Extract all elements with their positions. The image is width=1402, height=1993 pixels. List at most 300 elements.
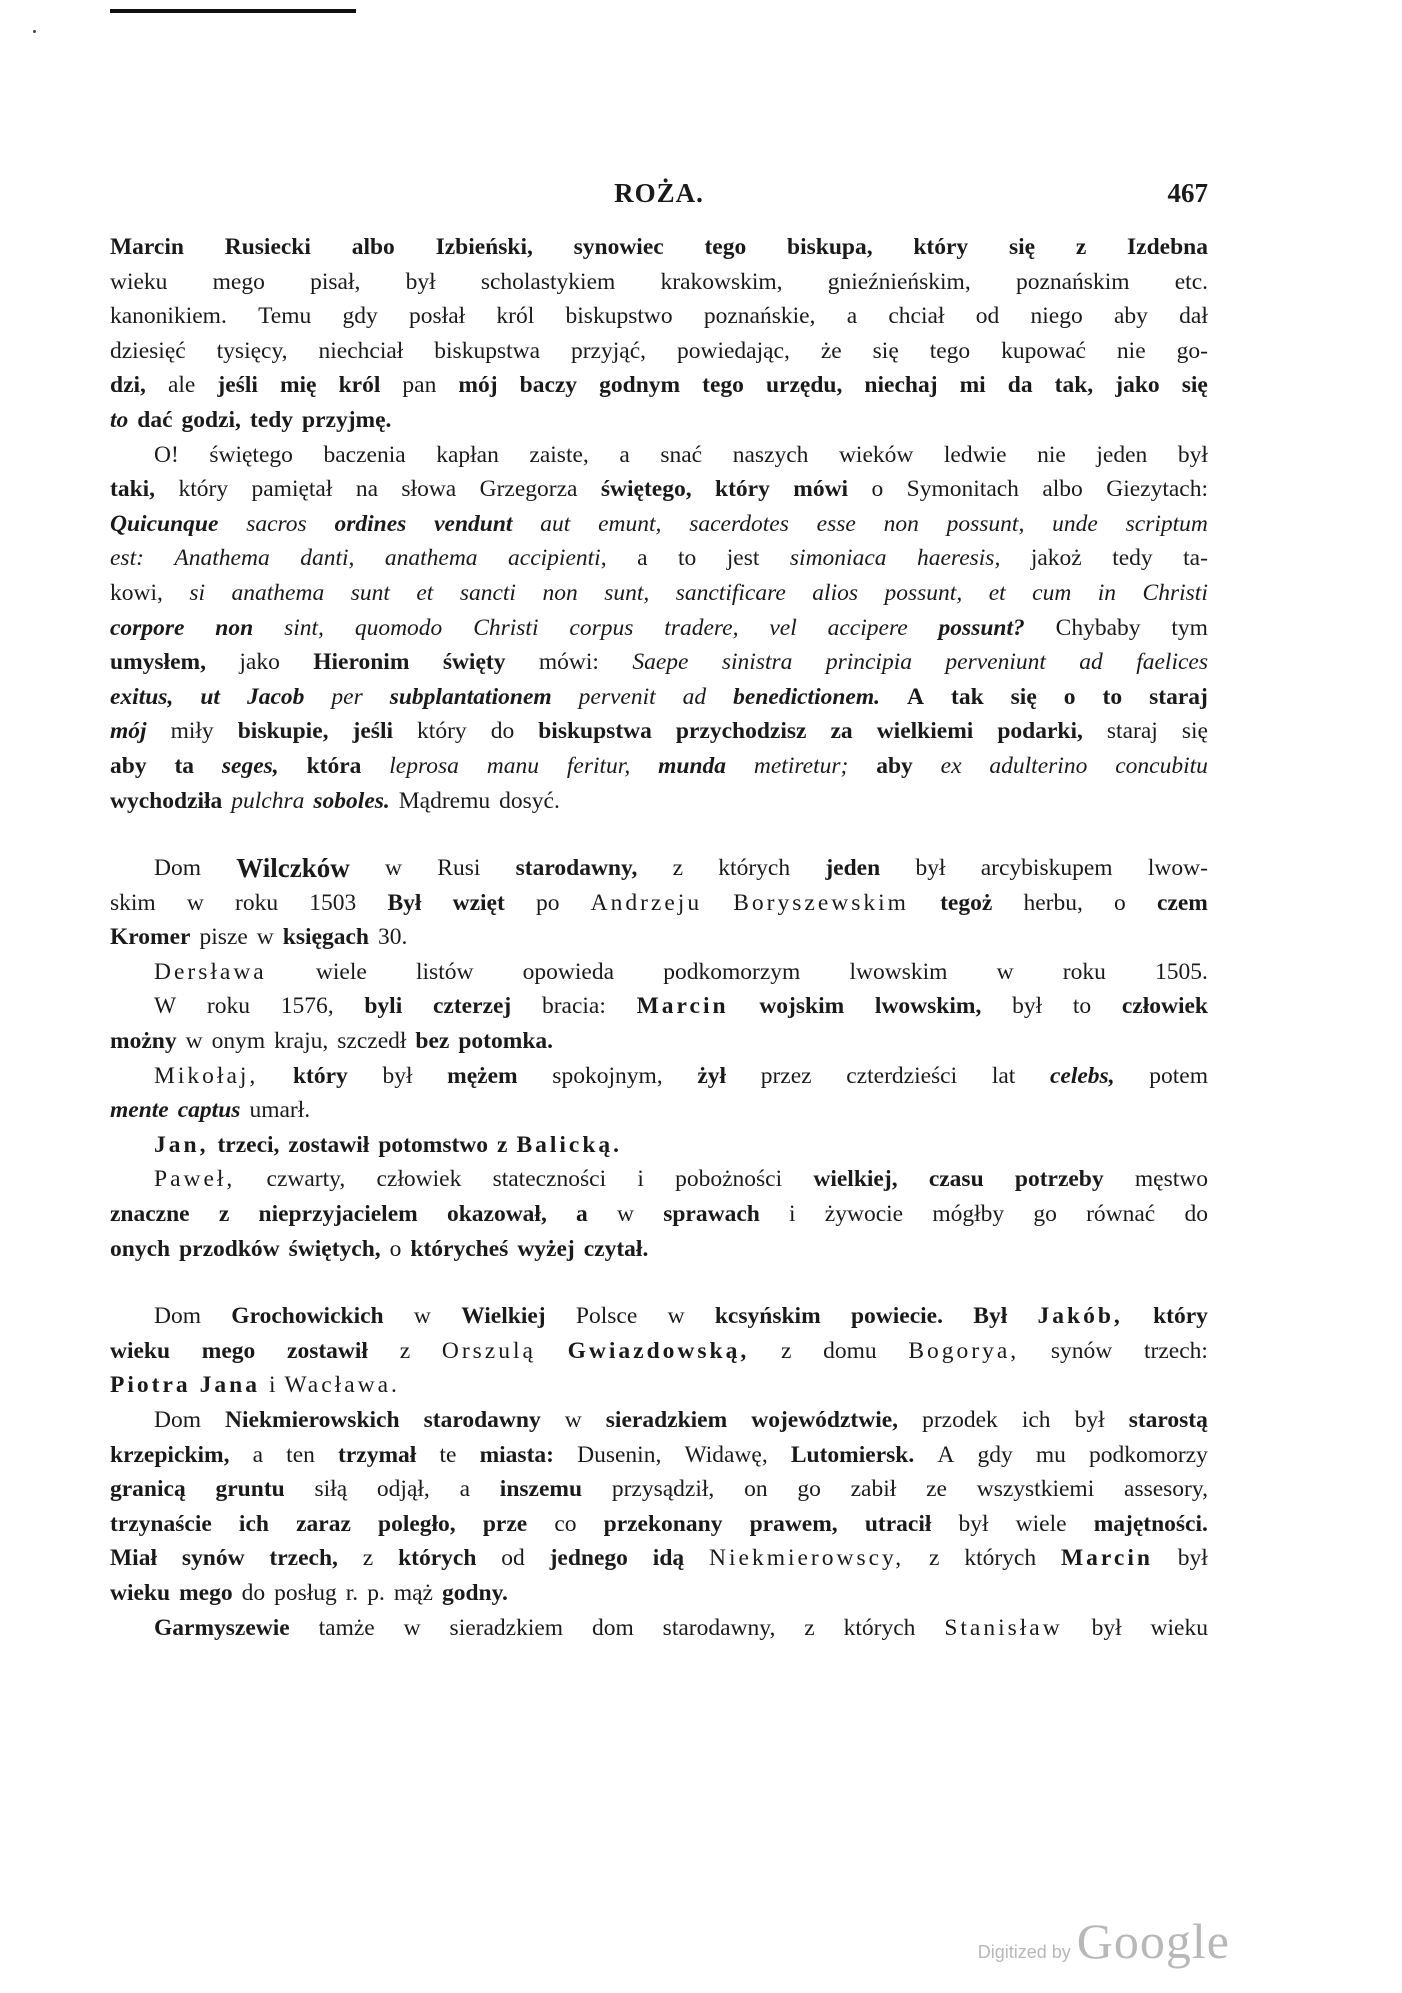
word: et [416,579,434,606]
word: da [1007,372,1033,399]
word: scriptum [1125,510,1208,537]
word: Paweł, [154,1166,236,1193]
text-line [110,1507,1208,1542]
word: captus [177,1097,241,1124]
text-line [110,472,1208,507]
text-line [110,645,1208,680]
word: herbu, [1023,889,1083,916]
word: w [385,855,403,882]
word: jeśli [352,718,394,745]
text-line [110,1611,1208,1646]
word: bracia: [541,993,606,1020]
word: ich [1021,1407,1051,1433]
word: majętności. [1093,1510,1208,1537]
word: anathema [231,579,325,606]
word: tego [929,337,971,364]
word: z [780,1337,792,1364]
word: inszemu [499,1476,583,1503]
word: sieradzkiem [605,1407,728,1433]
word: z [804,1614,815,1641]
word: taki, [110,476,156,503]
word: podkomorzy [1089,1441,1208,1468]
word: wieku [1150,1614,1208,1641]
word: Symonitach [906,476,1019,503]
word: te [439,1441,457,1468]
word: mente [110,1097,169,1124]
text-line [110,680,1208,715]
word: jeden [825,855,881,882]
word: który [178,476,229,503]
word: mego [212,268,265,295]
word: był [915,855,946,882]
word: dać [137,406,173,433]
word: r. [345,1579,359,1606]
page-header [110,178,1208,212]
word: podarki, [997,718,1083,745]
word: ut [200,683,220,710]
word: poznańskim [1015,268,1130,295]
word: accipere [827,614,908,641]
word: baczy [519,372,578,399]
word: wieku [110,1337,171,1364]
word: przodków [179,1235,280,1262]
word: był [1012,993,1043,1020]
word: w [256,924,274,951]
word: sprawach [663,1201,760,1228]
word: sacerdotes [689,510,789,537]
word: Polsce [575,1303,638,1330]
word: święty [442,649,506,676]
word: lwowskim, [874,993,982,1020]
word: po [535,889,560,916]
word: aby [1113,303,1148,330]
word: starostą [1128,1407,1208,1433]
word: ad [1079,649,1103,676]
word: miły [170,718,214,745]
word: benedictionem. [733,683,881,710]
watermark-prefix: Digitized by [977,1942,1071,1962]
text-line [110,611,1208,646]
word: wzięt [452,889,505,916]
word: Rusiecki [224,234,311,260]
word: był [1091,1614,1122,1641]
word: a [846,303,858,330]
word: est: [110,545,144,572]
running-title: ROŻA. [614,178,704,208]
word: do [490,718,515,745]
text-line [110,438,1208,473]
word: a [576,1201,588,1228]
word: czem [1156,889,1208,916]
google-logo: Google [1076,1913,1230,1969]
word: mógłby [932,1201,1005,1228]
word: Dersława [154,958,267,985]
word: aby [876,752,913,779]
word: a [459,1476,471,1503]
word: idą [652,1545,685,1572]
word: księgach [282,924,369,951]
word: Dusenin, [577,1441,662,1468]
word: powiecie. [850,1303,943,1330]
word: świętego, [600,476,692,503]
word: ten [286,1441,315,1468]
word: mówi: [538,649,599,676]
word: wielkiej, [813,1166,898,1193]
word: pisał, [310,268,361,295]
word: sanctificare [675,579,786,606]
text-line [110,368,1208,403]
word: Balicką. [516,1131,623,1158]
word: ich [238,1510,269,1537]
word: to [1072,993,1092,1020]
word: czwarty, [266,1166,346,1193]
word: z [1075,234,1087,260]
word: subplantationem [389,683,552,710]
word: tysięcy, [216,337,288,364]
word: był [405,268,436,295]
text-line [110,955,1208,990]
word: go [797,1476,821,1503]
word: odjął, [376,1476,430,1503]
word: sunt [350,579,390,606]
word: z [218,1201,230,1228]
word: Lutomiersk. [790,1441,915,1468]
text-line [110,334,1208,369]
word: co [554,1510,577,1537]
word: wielkiemi [876,718,974,745]
word: w [413,1303,431,1330]
word: od [975,303,1000,330]
word: że [820,337,842,364]
word: pisze [199,924,248,951]
word: przyjmę. [302,406,392,433]
word: król [338,372,381,399]
text-line [110,299,1208,334]
word: w [667,1303,685,1330]
word: się [1181,718,1208,745]
word: o [1114,889,1126,916]
word: od [501,1545,525,1572]
word: potomka. [458,1028,554,1055]
text-line [110,541,1208,576]
word: ex [940,752,962,779]
word: niego [1030,303,1083,330]
word: poznańskie, [703,303,816,330]
text-line [110,1162,1208,1197]
word: non [542,579,578,606]
word: w [185,1028,203,1055]
word: metiretur; [753,752,849,779]
word: Wilczków [236,853,350,884]
word: synów [181,1545,245,1572]
word: których [718,855,791,882]
word: kraju, [274,1028,329,1055]
word: czterzej [432,993,512,1020]
word: biskupstwo [565,303,673,330]
word: za [830,718,853,745]
word: in [1097,579,1117,606]
word: Anathema [174,545,270,572]
word: który [292,1062,348,1089]
word: czytał. [583,1235,649,1262]
word: simoniaca [789,545,887,572]
word: Quicunque [110,510,219,537]
word: perveniunt [945,649,1046,676]
word: Andrzeju [590,889,703,916]
word: corpore [110,614,185,641]
word: snać [660,441,703,468]
word: dzi, [110,372,146,399]
word: biskupstwa [434,337,541,364]
word: synowiec [573,234,664,260]
word: słowa [401,476,457,503]
word: pobożności [675,1166,783,1193]
word: tego [704,234,747,260]
word: utracił [864,1510,932,1537]
text-line [110,851,1208,886]
text-line [110,576,1208,611]
word: nie [1037,441,1066,468]
word: mój [110,718,147,745]
word: w [996,958,1014,985]
word: wychodziła [110,787,223,814]
word: który [715,476,770,503]
word: godnym [599,372,681,399]
word: Piotra [110,1372,191,1399]
word: który [417,718,467,745]
word: gnieźnieńskim, [827,268,971,295]
text-line [110,1472,1208,1507]
word: mego [179,1579,233,1606]
word: z [497,1131,508,1158]
word: 1503 [309,889,357,916]
word: jest [726,545,760,572]
word: sunt, [604,579,650,606]
word: sint, [284,614,324,641]
word: Temu [258,303,312,330]
word: który [913,234,969,260]
text-line [110,714,1208,749]
word: stateczności [492,1166,607,1193]
word: świętego [209,441,293,468]
word: wojskim [759,993,845,1020]
word: feritur, [566,752,631,779]
word: potomstwo [378,1131,489,1158]
word: non [883,510,919,537]
word: i [789,1201,796,1228]
word: ze [926,1476,947,1503]
word: soboles. [313,787,390,814]
word: Gwiazdowską, [567,1337,750,1364]
word: vendunt [434,510,513,537]
word: kowi, [110,579,163,606]
word: tegoż [940,889,993,916]
word: pan [402,372,437,399]
word: nieprzyjacielem [258,1201,418,1228]
word: non [215,614,254,641]
word: kanonikiem. [110,303,227,330]
word: w [617,1201,634,1228]
word: munda [658,752,727,779]
word: anathema [384,545,478,572]
word: opowieda [522,958,615,985]
word: Widawę, [684,1441,768,1468]
word: mi [959,372,986,399]
word: przychodzisz [675,718,807,745]
word: Bogorya, [908,1337,1020,1364]
text-line [110,1334,1208,1369]
word: p. [367,1579,385,1606]
word: sancti [459,579,516,606]
word: tamże [318,1614,375,1641]
word: czasu [928,1166,984,1193]
word: kupować [1001,337,1086,364]
word: onych [110,1235,171,1262]
word: z [362,1545,374,1572]
word: możny [110,1028,177,1055]
word: a [619,441,630,468]
word: adulterino [989,752,1088,779]
word: tym [1171,614,1208,641]
word: jednego [549,1545,628,1572]
word: siłą [314,1476,348,1503]
word: Saepe [632,649,689,676]
word: mówi [793,476,849,503]
word: Marcin [1060,1545,1153,1572]
word: mąż [393,1579,433,1606]
word: człowiek [376,1166,462,1193]
word: O! [154,441,179,468]
word: to [1102,683,1123,710]
word: starodawny, [515,855,638,882]
word: biskupa, [787,234,873,260]
word: Hieronim [313,649,410,676]
word: jako [239,649,280,676]
word: krakowskim, [660,268,783,295]
word: żył [697,1062,727,1089]
word: ale [167,372,196,399]
text-line [110,403,1208,438]
word: roku [206,993,250,1020]
word: sacros [246,510,307,537]
word: dziesięć [110,337,186,364]
word: scholastykiem [480,268,616,295]
word: trzymał [338,1441,417,1468]
word: Grzegorza [479,476,578,503]
word: Dom [154,855,201,882]
word: urzędu, [765,372,843,399]
text-line [110,230,1208,265]
word: on [744,1476,768,1503]
text-line [110,749,1208,784]
word: miasta: [479,1441,554,1468]
word: męstwo [1134,1166,1208,1193]
word: Orszulą [441,1337,536,1364]
word: Marcin [636,993,729,1020]
word: się [1008,234,1036,260]
word: się [1010,683,1037,710]
word: ta- [1183,545,1208,572]
word: concubitu [1115,752,1208,779]
word: roku [1062,958,1106,985]
word: z [672,855,684,882]
text-line [110,265,1208,300]
word: jakoż [1030,545,1082,572]
word: pamiętał [251,476,333,503]
word: Christi [473,614,539,641]
word: Chybaby [1055,614,1141,641]
word: w [403,1614,421,1641]
word: zabił [850,1476,897,1503]
word: wiele [315,958,367,985]
word: 30. [377,924,408,951]
word: pervenit [578,683,656,710]
word: ta [174,752,195,779]
text-line [110,1128,1208,1163]
word: Izdebna [1127,234,1208,260]
word: do [1184,1201,1208,1228]
word: et [988,579,1006,606]
word: Jacob [246,683,305,710]
text-line [110,1438,1208,1473]
text-line [110,989,1208,1024]
word: possunt, [884,579,963,606]
word: o [1063,683,1076,710]
word: Był [973,1303,1008,1330]
word: dosyć. [499,787,560,814]
word: lat [991,1062,1016,1089]
word: staraj [1106,718,1158,745]
word: pulchra [231,787,305,814]
text-line [110,1299,1208,1334]
word: potem [1149,1062,1208,1089]
word: leprosa [389,752,459,779]
word: manu [486,752,540,779]
text-line [110,1232,1208,1267]
word: Rusi [437,855,481,882]
text-line [110,1093,1208,1128]
word: mię [279,372,317,399]
text-line [110,1059,1208,1094]
word: tedy [249,406,294,433]
word: lwowskim [849,958,948,985]
word: domu [823,1337,877,1364]
word: przez [760,1062,812,1089]
digitized-watermark [978,1912,1230,1970]
word: quomodo [354,614,443,641]
word: gdy [342,303,378,330]
word: których [398,1545,477,1572]
word: prze [482,1510,528,1537]
word: per [331,683,363,710]
word: w [186,889,204,916]
word: a [252,1441,264,1468]
word: do [241,1579,266,1606]
word: celebs, [1049,1062,1115,1089]
word: danti, [300,545,355,572]
word: król [496,303,535,330]
word: spokojnym, [552,1062,663,1089]
word: Niekmierowskich [225,1407,400,1433]
word: to [110,406,129,433]
word: się [1181,372,1208,399]
word: prawem, [749,1510,838,1537]
word: krzepickim, [110,1441,230,1468]
word: ledwie [943,441,1007,468]
word: staraj [1149,683,1208,710]
word: aut [540,510,571,537]
word: starodawny [423,1407,541,1433]
